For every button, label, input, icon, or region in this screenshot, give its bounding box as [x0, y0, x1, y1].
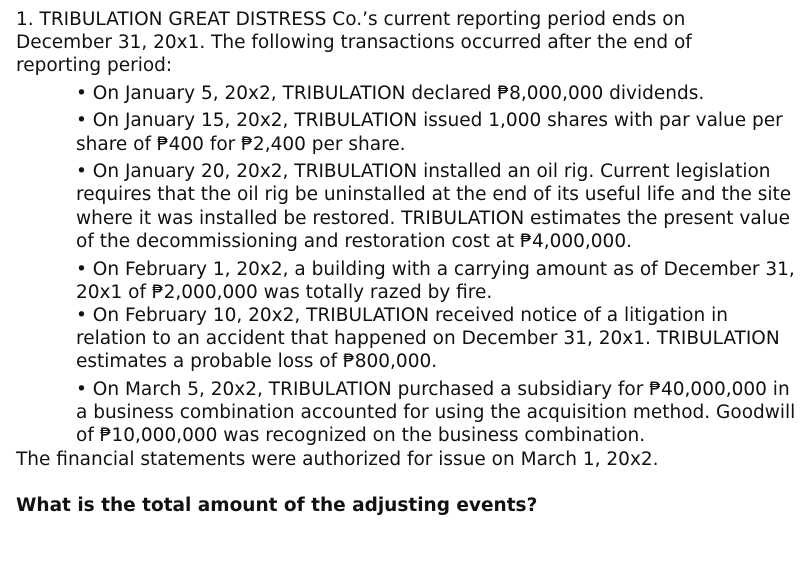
event-item-oil-rig: • On January 20, 20x2, TRIBULATION installed an oil rig. Current legislation requires that the oil rig be uninstalled at the end of its useful life and the site where it was installed be restored. TRIBULATION estimates the present value of the decommissioning and restoration cost at ₱4,000,000. [76, 161, 792, 252]
authorization-statement: The financial statements were authorized for issue on March 1, 20x2. [16, 448, 659, 470]
event-item-subsidiary: • On March 5, 20x2, TRIBULATION purchased a subsidiary for ₱40,000,000 in a business combination accounted for using the acquisition method. Goodwill of ₱10,000,000 was recognized on the business combination. [76, 379, 796, 447]
event-item-dividends: • On January 5, 20x2, TRIBULATION declared ₱8,000,000 dividends. [76, 82, 705, 104]
event-item-litigation: • On February 10, 20x2, TRIBULATION received notice of a litigation in relation to an accident that happened on December 31, 20x1. TRIBULATION estimates a probable loss of ₱800,000. [76, 304, 780, 373]
events-list [16, 82, 796, 448]
event-item-fire: • On February 1, 20x2, a building with a carrying amount as of December 31, 20x1 of ₱2,000,000 was totally razed by fire. [76, 258, 795, 303]
question-text: What is the total amount of the adjusting events? [16, 494, 538, 516]
event-item-share-issue: • On January 15, 20x2, TRIBULATION issued 1,000 shares with par value per share of ₱400 for ₱2,400 per share. [76, 110, 783, 155]
problem-intro: 1. TRIBULATION GREAT DISTRESS Co.’s current reporting period ends on December 31, 20x1. The following transactions occurred after the end of reporting period: [16, 9, 692, 77]
